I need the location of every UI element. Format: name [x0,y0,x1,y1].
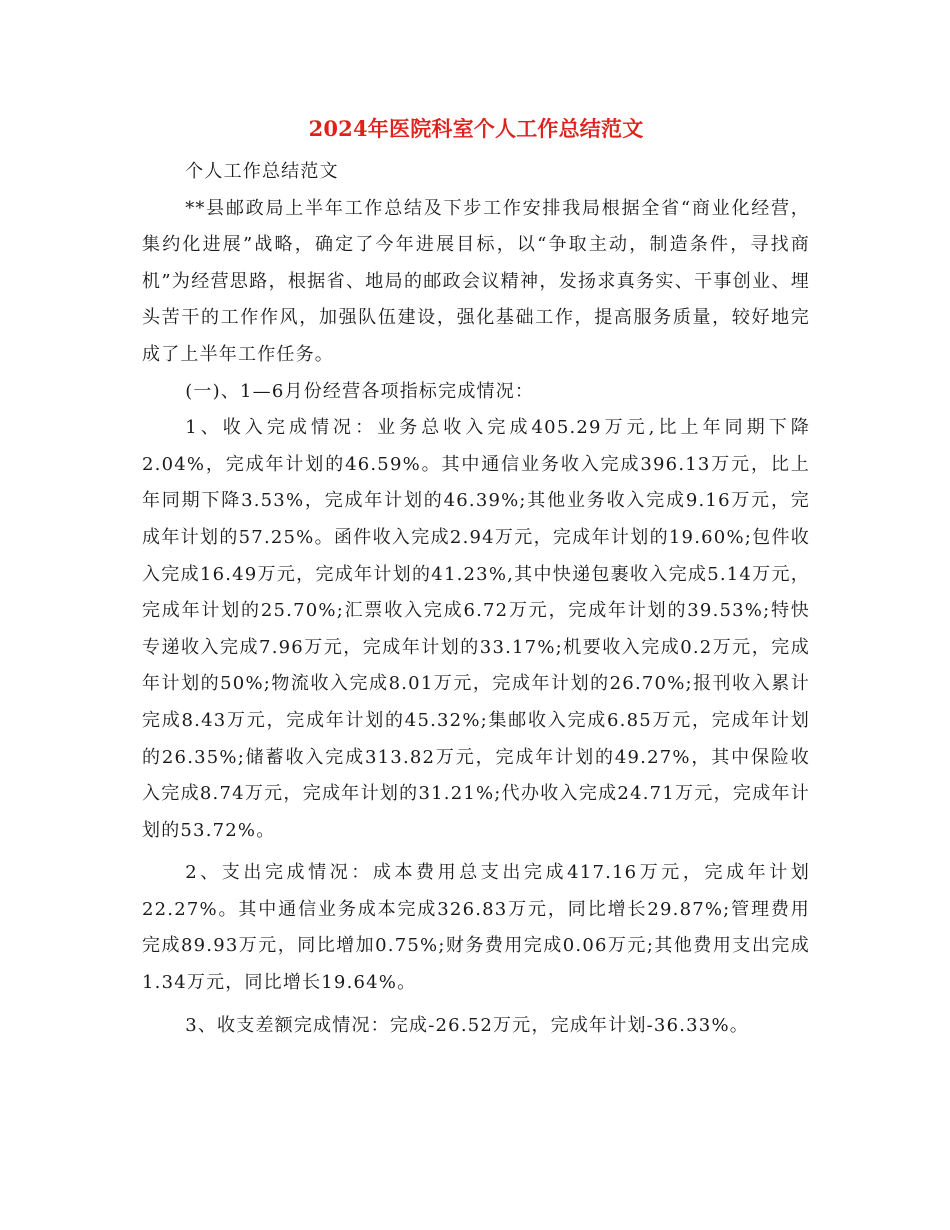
paragraph-section-heading: (一)、1—6月份经营各项指标完成情况： [185,380,535,402]
paragraph-expenditure: 2、支出完成情况：成本费用总支出完成417.16万元，完成年计划22.27%。其中通信业务成本完成326.83万元，同比增长29.87%;管理费用完成89.93万元，同比增加0.75%;财务费用完成0.06万元;其他费用支出完成1.34万元，同比增长19.64%。 [142,862,810,994]
document-page [142,112,810,1044]
document-title: 2024年医院科室个人工作总结范文 [308,116,644,141]
paragraph-intro: **县邮政局上半年工作总结及下步工作安排我局根据全省“商业化经营，集约化进展”战略，确定了今年进展目标，以“争取主动，制造条件，寻找商机”为经营思路，根据省、地局的邮政会议精神，发扬求真务实、干事创业、埋头苦干的工作作风，加强队伍建设，强化基础工作，提高服务质量，较好地完成了上半年工作任务。 [142,197,810,365]
paragraph-income: 1、收入完成情况：业务总收入完成405.29万元,比上年同期下降2.04%，完成年计划的46.59%。其中通信业务收入完成396.13万元，比上年同期下降3.53%，完成年计划的46.39%;其他业务收入完成9.16万元，完成年计划的57.25%。函件收入完成2.94万元，完成年计划的19.60%;包件收入完成16.49万元，完成年计划的41.23%,其中快递包裹收入完成5.14万元，完成年计划的25.70%;汇票收入完成6.72万元，完成年计划的39.53%;特快专递收入完成7.96万元，完成年计划的33.17%;机要收入完成0.2万元，完成年计划的50%;物流收入完成8.01万元，完成年计划的26.70%;报刊收入累计完成8.43万元，完成年计划的45.32%;集邮收入完成6.85万元，完成年计划的26.35%;储蓄收入完成313.82万元，完成年计划的49.27%，其中保险收入完成8.74万元，完成年计划的31.21%;代办收入完成24.71万元，完成年计划的53.72%。 [142,417,810,841]
paragraph-balance: 3、收支差额完成情况：完成-26.52万元，完成年计划-36.33%。 [185,1014,749,1036]
paragraph-subtitle: 个人工作总结范文 [185,161,339,182]
